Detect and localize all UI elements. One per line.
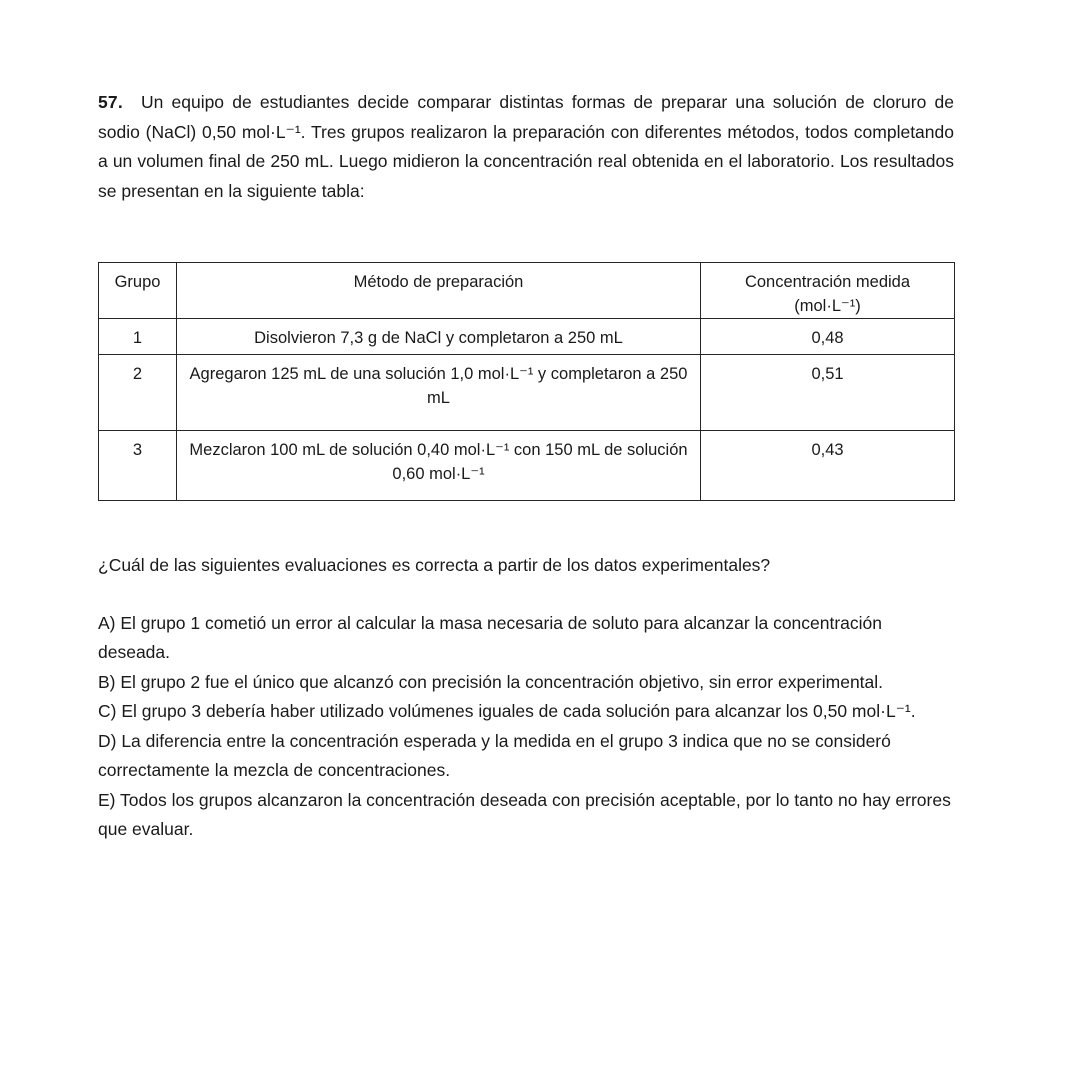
results-table: [98, 262, 955, 501]
column-header-grupo: Grupo: [99, 263, 177, 319]
cell-grupo: 1: [99, 319, 177, 355]
answer-option-d[interactable]: D) La diferencia entre la concentración esperada y la medida en el grupo 3 indica que no se consideró correctamente la mezcla de concentraciones.: [98, 730, 891, 780]
table-body: [99, 319, 955, 501]
document-content: [98, 88, 954, 845]
table-row: [99, 431, 955, 501]
column-header-concentracion-line1: Concentración medida: [744, 273, 911, 291]
table-header-row: [99, 263, 955, 319]
column-header-metodo: Método de preparación: [177, 263, 701, 319]
answer-option-c[interactable]: C) El grupo 3 debería haber utilizado volúmenes iguales de cada solución para alcanzar los 0,50 mol·L⁻¹.: [98, 701, 916, 721]
cell-grupo: 2: [99, 355, 177, 431]
cell-concentracion: 0,43: [701, 431, 955, 501]
table-row: [99, 355, 955, 431]
answer-option-b[interactable]: B) El grupo 2 fue el único que alcanzó con precisión la concentración objetivo, sin error experimental.: [98, 671, 884, 692]
question-statement: [98, 88, 954, 206]
answer-option-e[interactable]: E) Todos los grupos alcanzaron la concentración deseada con precisión aceptable, por lo tanto no hay errores que evaluar.: [98, 789, 951, 839]
answer-options-list: [98, 609, 954, 845]
table-head: [99, 263, 955, 319]
question-statement-text: Un equipo de estudiantes decide comparar distintas formas de preparar una solución de cloruro de sodio (NaCl) 0,50 mol·L⁻¹. Tres grupos realizaron la preparación con diferentes métodos, todos completando a un volumen final de 250 mL. Luego midieron la concentración real obtenida en el laboratorio. Los resultados se presentan en la siguiente tabla:: [98, 92, 954, 201]
cell-metodo: Disolvieron 7,3 g de NaCl y completaron a 250 mL: [177, 319, 701, 355]
table-row: [99, 319, 955, 355]
question-number: 57.: [98, 92, 123, 112]
cell-metodo: Agregaron 125 mL de una solución 1,0 mol·L⁻¹ y completaron a 250 mL: [177, 355, 701, 431]
results-table-wrapper: [98, 262, 954, 501]
cell-concentracion: 0,48: [701, 319, 955, 355]
column-header-concentracion: [701, 263, 955, 319]
cell-concentracion: 0,51: [701, 355, 955, 431]
answer-option-a[interactable]: A) El grupo 1 cometió un error al calcular la masa necesaria de soluto para alcanzar la concentración deseada.: [98, 612, 883, 662]
cell-grupo: 3: [99, 431, 177, 501]
column-header-concentracion-line2: (mol·L⁻¹): [794, 297, 861, 315]
cell-metodo: Mezclaron 100 mL de solución 0,40 mol·L⁻¹ con 150 mL de solución 0,60 mol·L⁻¹: [177, 431, 701, 501]
question-prompt: ¿Cuál de las siguientes evaluaciones es correcta a partir de los datos experimentales?: [98, 555, 771, 575]
